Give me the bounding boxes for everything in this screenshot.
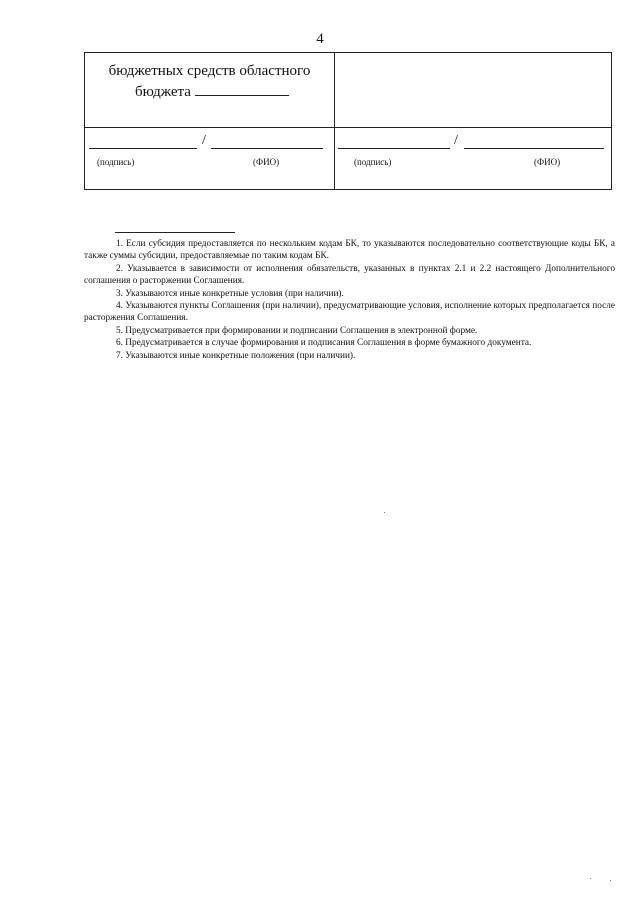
footnote-4: 4. Указываются пункты Соглашения (при наличии), предусматривающие условия, исполнение которых предполагается после расторжения Соглашения. [84,301,615,324]
scan-speck [384,512,385,513]
footnote-5: 5. Предусматривается при формировании и подписании Соглашения в электронной форме. [116,325,478,336]
scan-speck [610,880,611,881]
footnotes [84,238,615,362]
signature-block-right [338,135,608,171]
signature-caption-left: (подпись) [97,157,135,167]
name-line-left [211,148,323,149]
signature-caption-right: (подпись) [354,157,392,167]
footnote-1: 1. Если субсидия предоставляется по нескольким кодам БК, то указываются последовательно соответствующие коды БК, а также суммы субсидии, предоставляемые по таким кодам БК. [84,239,615,262]
signature-table [84,52,612,190]
signature-block-left [89,135,327,171]
page-number: 4 [316,31,324,47]
org-title-line2: бюджета [135,84,191,100]
name-caption-right: (ФИО) [534,157,561,167]
signature-line-right [338,148,450,149]
signature-line-left [89,148,197,149]
signature-separator-right: / [454,133,458,148]
org-title-line1: бюджетных средств областного [108,63,311,79]
footnote-separator [115,232,235,233]
name-line-right [464,148,604,149]
organization-title [85,61,334,102]
org-title-line2-wrap [85,81,334,102]
footnote-3: 3. Указываются иные конкретные условия (при наличии). [116,288,344,299]
row-divider [85,127,611,128]
footnote-6: 6. Предусматривается в случае формирования и подписания Соглашения в форме бумажного документа. [116,338,532,349]
org-name-blank [195,81,289,96]
name-caption-left: (ФИО) [253,157,280,167]
column-divider [334,53,335,189]
footnote-7: 7. Указываются иные конкретные положения (при наличии). [116,350,356,361]
footnote-2: 2. Указывается в зависимости от исполнения обязательств, указанных в пунктах 2.1 и 2.2 настоящего Дополнительного соглашения о расторжении Соглашения. [84,263,615,287]
signature-separator-left: / [202,133,206,148]
scan-speck [590,878,591,879]
